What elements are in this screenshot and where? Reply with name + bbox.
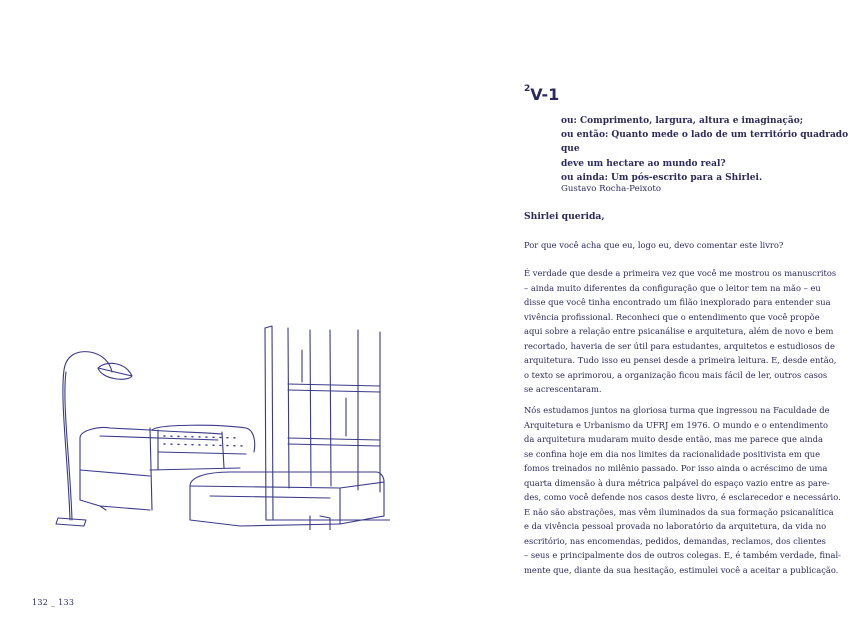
text-line: se acrescentaram. xyxy=(524,384,602,394)
window-sketch xyxy=(265,326,390,520)
text-line: recortado, haveria de ser útil para estudantes, arquitetos e estudiosos de xyxy=(524,340,835,351)
text-line: arquitetura. Tudo isso eu pensei desde a primeira leitura. E, desde então, xyxy=(524,355,837,365)
text-line: E não são abstrações, mas vêm iluminados da sua formação psicanalítica xyxy=(524,506,834,517)
text-line: vivência profissional. Reconheci que o entendimento que você propõe xyxy=(524,311,820,322)
subtitle-line: ou: Comprimento, largura, altura e imaginação; xyxy=(561,116,804,126)
sofa-lamp-window-illustration xyxy=(40,320,390,530)
subtitle-line: ou então: Quanto mede o lado de um território quadrado que xyxy=(561,130,849,155)
text-line: escritório, nas encomendas, pedidos, demandas, reclamos, dos clientes xyxy=(524,535,826,546)
sofa-sketch xyxy=(80,425,255,510)
text-line: – seus e principalmente dos de outros colegas. E, é também verdade, final- xyxy=(524,550,841,560)
text-line: fomos treinados no milênio passado. Por isso ainda o acréscimo de uma xyxy=(524,463,828,473)
text-line: o texto se aprimorou, a organização ficou mais fácil de ler, outros casos xyxy=(524,369,828,380)
chapter-code-text: V-1 xyxy=(530,85,560,104)
author-name: Gustavo Rocha-Peixoto xyxy=(561,184,662,194)
text-line: aqui sobre a relação entre psicanálise e arquitetura, além de novo e bem xyxy=(524,326,834,336)
right-page xyxy=(433,0,866,630)
chapter-subtitles xyxy=(561,114,851,185)
ottoman-sketch xyxy=(190,472,384,530)
text-line: da arquitetura mudaram muito desde então, mas me parece que ainda xyxy=(524,434,823,444)
text-line: des, como você defende nos casos deste livro, é esclarecedor e necessário. xyxy=(524,492,841,502)
subtitle-line: ou ainda: Um pós-escrito para a Shirlei. xyxy=(561,172,763,183)
text-line: É verdade que desde a primeira vez que você me mostrou os manuscritos xyxy=(524,268,837,278)
chapter-code xyxy=(524,85,559,104)
text-line: mente que, diante da sua hesitação, estimulei você a aceitar a publicação. xyxy=(524,564,839,575)
subtitle-line: deve um hectare ao mundo real? xyxy=(561,158,726,169)
text-line: quarta dimensão à dura métrica palpável do espaço vazio entre as pare- xyxy=(524,477,830,488)
text-line: Arquitetura e Urbanismo da UFRJ em 1976. O mundo e o entendimento xyxy=(524,419,828,430)
opening-question: Por que você acha que eu, logo eu, devo comentar este livro? xyxy=(524,240,784,250)
paragraph-2 xyxy=(524,403,851,577)
text-line: disse que você tinha encontrado um filão inexplorado para entender sua xyxy=(524,297,831,307)
text-line: e da vivência pessoal provada no laboratório da arquitetura, da vida no xyxy=(524,521,827,531)
chapter-superscript: 2 xyxy=(524,84,531,94)
text-line: – ainda muito diferentes da configuração que o leitor tem na mão – eu xyxy=(524,282,821,293)
paragraph-1 xyxy=(524,266,851,397)
text-line: se confina hoje em dia nos limites da racionalidade positivista em que xyxy=(524,448,821,459)
salutation: Shirlei querida, xyxy=(524,211,605,222)
floor-lamp-sketch xyxy=(56,352,132,526)
text-line: Nós estudamos juntos na gloriosa turma que ingressou na Faculdade de xyxy=(524,405,830,415)
page-numbers: 132 _ 133 xyxy=(32,598,75,607)
